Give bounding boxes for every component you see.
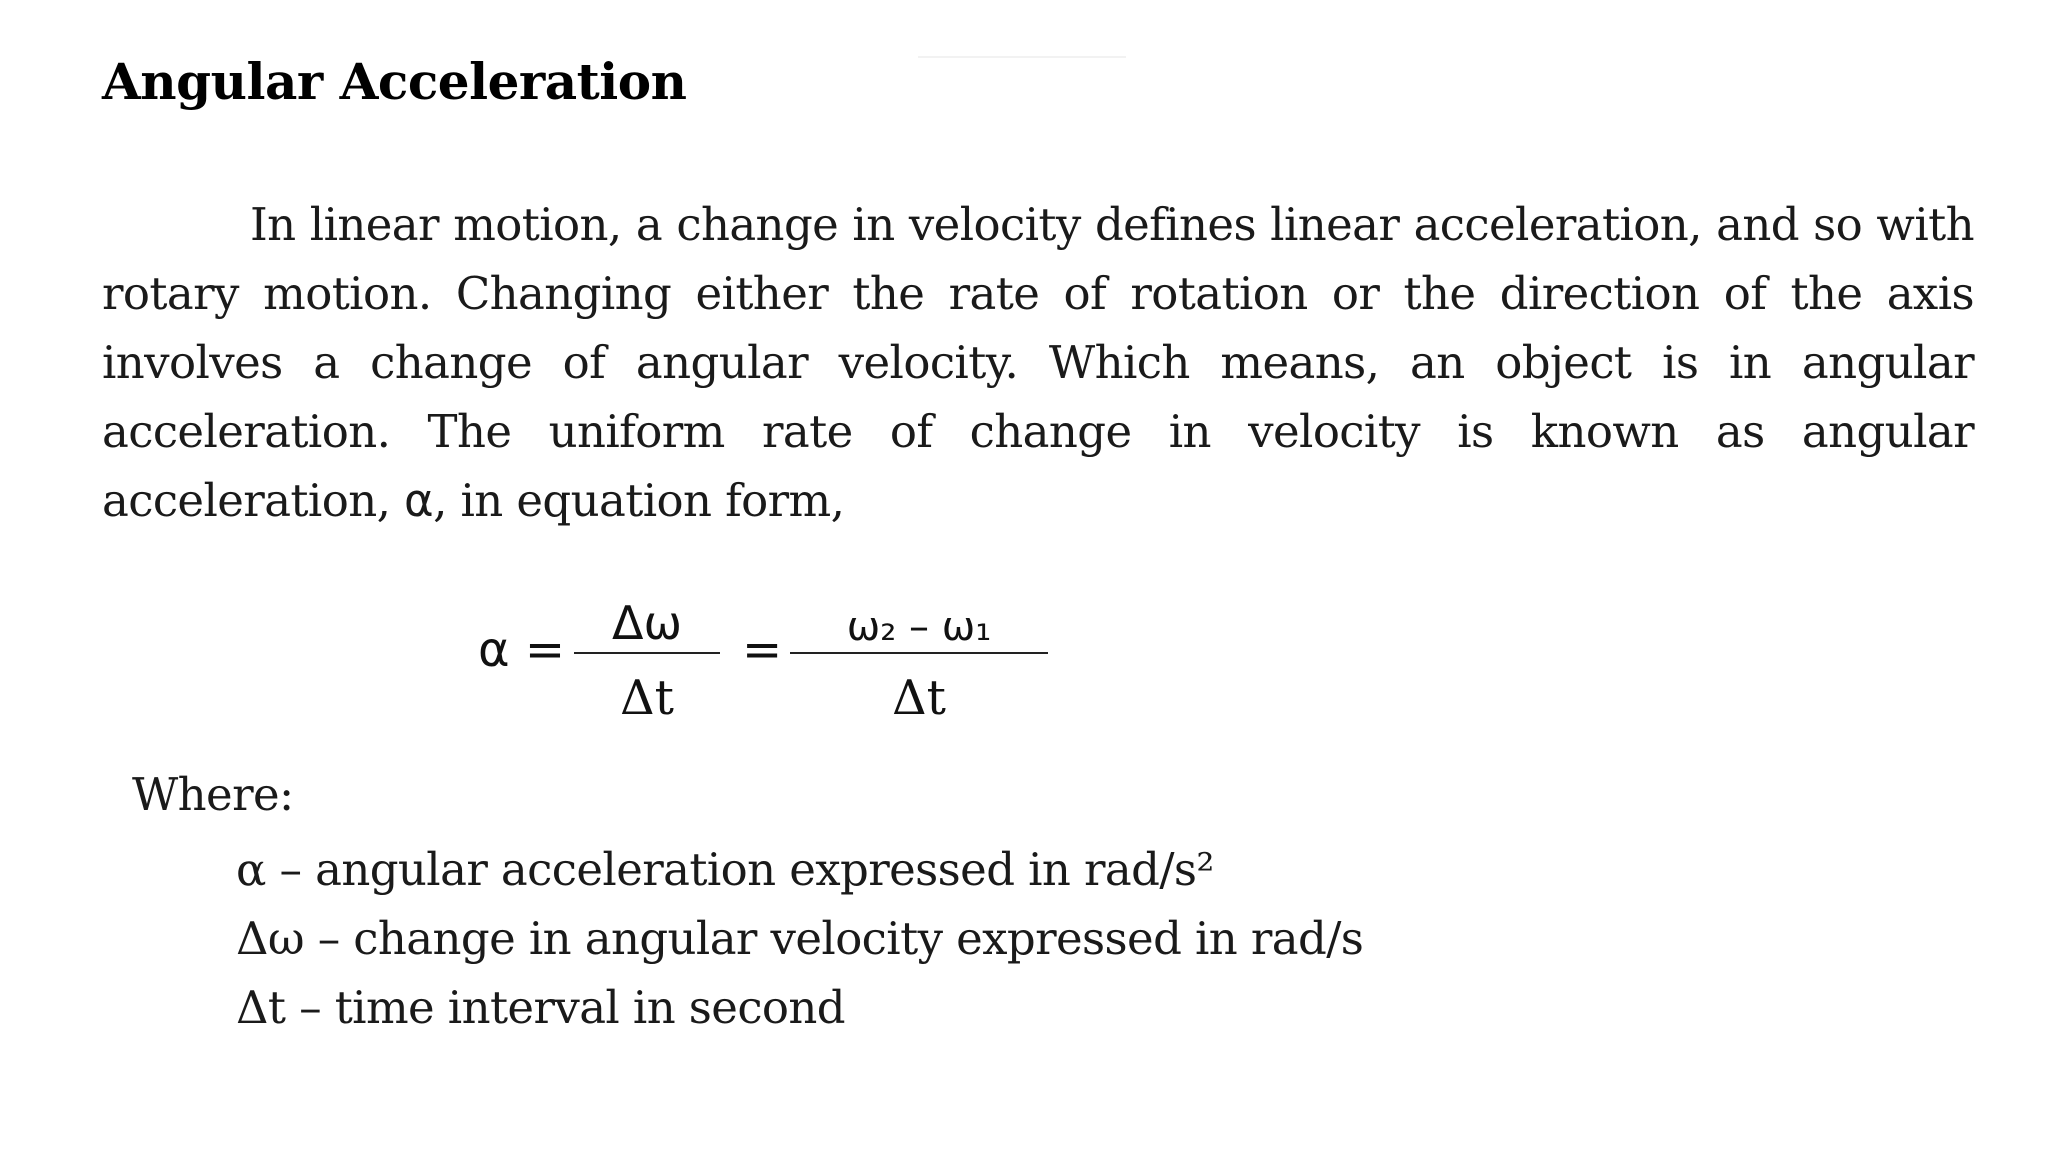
- paragraph-text-part-2: , in equation form,: [433, 474, 845, 527]
- where-label: Where:: [132, 768, 294, 821]
- fraction-1-denominator: Δt: [620, 670, 674, 726]
- body-paragraph: [102, 190, 1974, 535]
- equation-lhs: α =: [478, 622, 566, 678]
- definition-list: [236, 835, 1363, 1042]
- page-title: Angular Acceleration: [102, 52, 687, 111]
- alpha-symbol: α: [404, 474, 434, 527]
- equation-equals: =: [742, 622, 783, 678]
- fraction-2-bar: [790, 652, 1048, 654]
- definition-delta-omega: Δω – change in angular velocity expressed in rad/s: [236, 912, 1364, 965]
- fraction-1-bar: [574, 652, 720, 654]
- fraction-1-numerator: Δω: [612, 596, 682, 650]
- definition-delta-t: Δt – time interval in second: [236, 981, 846, 1034]
- fraction-2-denominator: Δt: [892, 670, 946, 726]
- definition-alpha: α – angular acceleration expressed in rad/s²: [236, 843, 1214, 896]
- paragraph-text-part-1: In linear motion, a change in velocity defines linear acceleration, and so with rotary motion. Changing either the rate of rotation or the direction of the axis involves a change of angular velocity. Which means, an object is in angular acceleration. The uniform rate of change in velocity is known as angular acceleration,: [102, 198, 1974, 527]
- fraction-2-numerator: ω₂ – ω₁: [846, 604, 992, 650]
- faint-divider: [918, 56, 1126, 58]
